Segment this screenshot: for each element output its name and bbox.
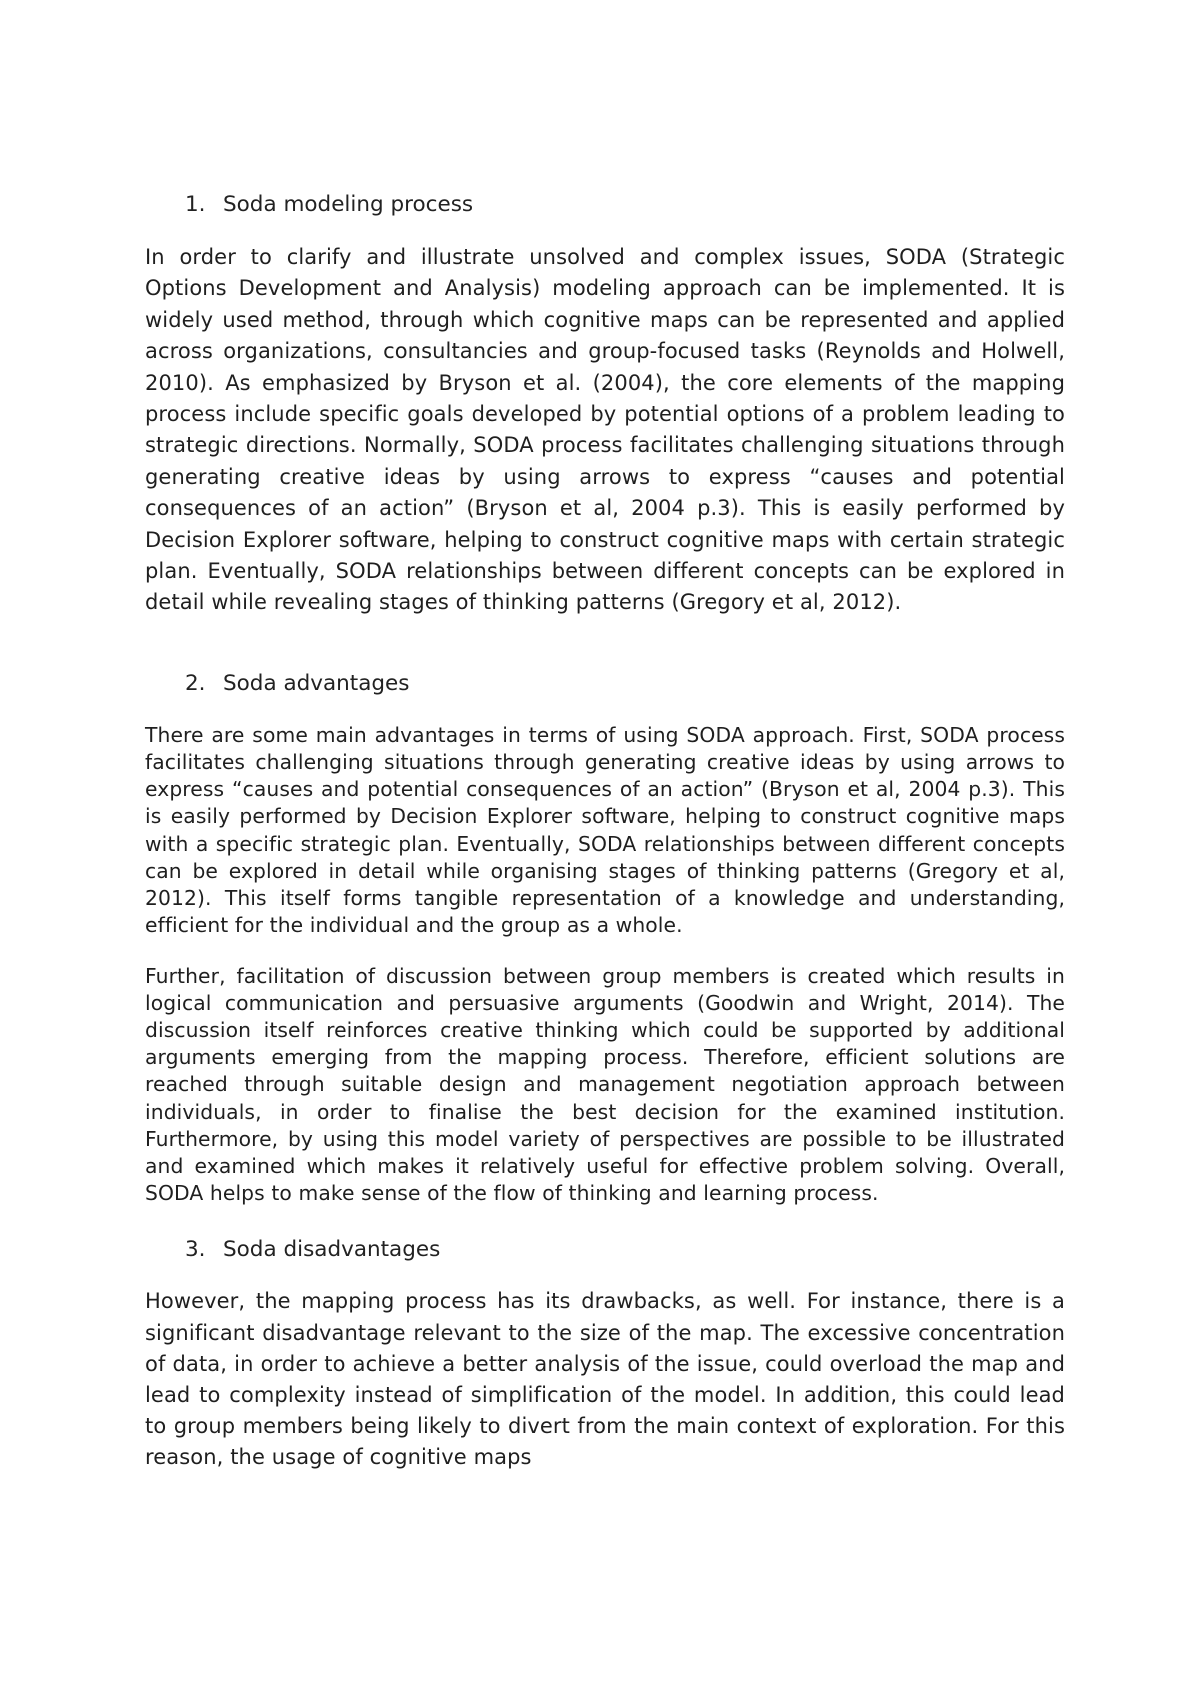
body-paragraph: In order to clarify and illustrate unsolved and complex issues, SODA (Strategic Options Development and Analysis) modeling approach can be implemented. It is widely used method, through which cognitive maps can be represented and applied across organizations, consultancies and group-focused tasks (Reynolds and Holwell, 2010). As emphasized by Bryson et al. (2004), the core elements of the mapping process include specific goals developed by potential options of a problem leading to strategic directions. Normally, SODA process facilitates challenging situations through generating creative ideas by using arrows to express “causes and potential consequences of an action” (Bryson et al, 2004 p.3). This is easily performed by Decision Explorer software, helping to construct cognitive maps with certain strategic plan. Eventually, SODA relationships between different concepts can be explored in detail while revealing stages of thinking patterns (Gregory et al, 2012). (145, 245, 1065, 615)
section-heading-soda-advantages (185, 669, 1065, 699)
section-heading-soda-modeling-process (185, 190, 1065, 220)
section-number: 1. (185, 192, 206, 217)
section-number: 2. (185, 670, 206, 696)
section-number: 3. (185, 1237, 206, 1263)
body-paragraph: However, the mapping process has its drawbacks, as well. For instance, there is a significant disadvantage relevant to the size of the map. The excessive concentration of data, in order to achieve a better analysis of the issue, could overload the map and lead to complexity instead of simplification of the model. In addition, this could lead to group members being likely to divert from the main context of exploration. For this reason, the usage of cognitive maps (145, 1289, 1065, 1470)
body-paragraph: There are some main advantages in terms of using SODA approach. First, SODA process facilitates challenging situations through generating creative ideas by using arrows to express “causes and potential consequences of an action” (Bryson et al, 2004 p.3). This is easily performed by Decision Explorer software, helping to construct cognitive maps with a specific strategic plan. Eventually, SODA relationships between different concepts can be explored in detail while organising stages of thinking patterns (Gregory et al, 2012). This itself forms tangible representation of a knowledge and understanding, efficient for the individual and the group as a whole. (145, 722, 1065, 938)
section-title: Soda disadvantages (223, 1237, 441, 1263)
section-title: Soda modeling process (223, 192, 474, 217)
section-title: Soda advantages (223, 670, 410, 696)
document-page (145, 190, 1065, 1474)
section-heading-soda-disadvantages (185, 1235, 1065, 1265)
body-paragraph: Further, facilitation of discussion between group members is created which results in logical communication and persuasive arguments (Goodwin and Wright, 2014). The discussion itself reinforces creative thinking which could be supported by additional arguments emerging from the mapping process. Therefore, efficient solutions are reached through suitable design and management negotiation approach between individuals, in order to finalise the best decision for the examined institution. Furthermore, by using this model variety of perspectives are possible to be illustrated and examined which makes it relatively useful for effective problem solving. Overall, SODA helps to make sense of the flow of thinking and learning process. (145, 963, 1065, 1206)
